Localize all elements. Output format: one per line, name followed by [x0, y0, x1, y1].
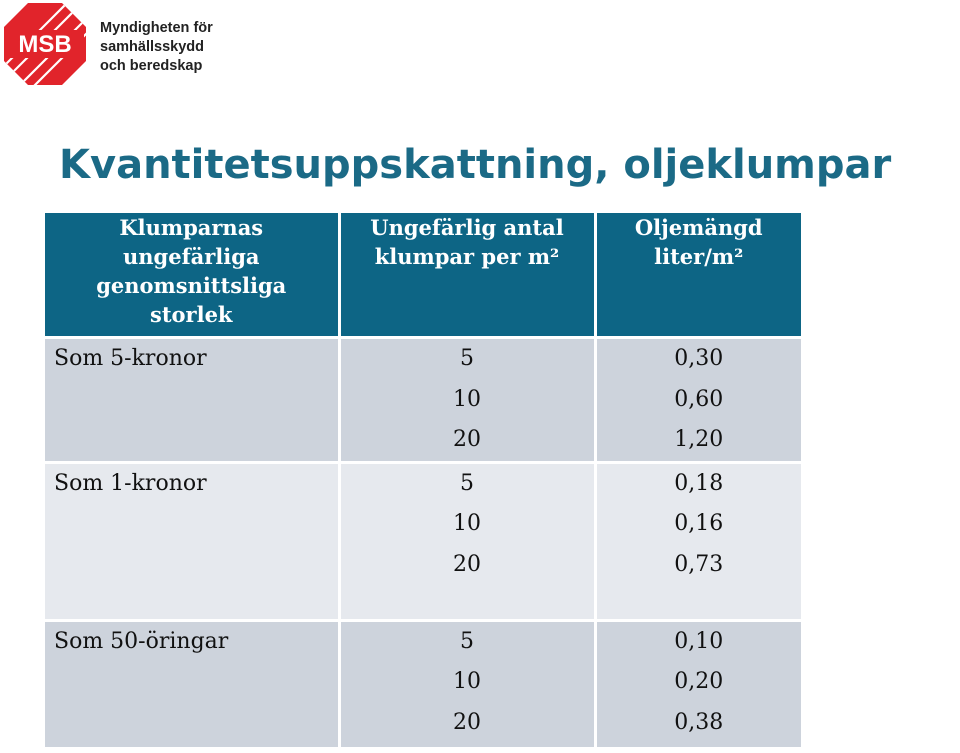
- count-value: 10: [453, 511, 481, 536]
- count-value: 5: [460, 346, 474, 371]
- amount-value: 0,20: [674, 669, 724, 694]
- header-size: [45, 213, 339, 338]
- table-row: [45, 338, 801, 463]
- msb-logo-letters: MSB: [18, 31, 72, 58]
- agency-name-line: Myndigheten för: [100, 20, 213, 36]
- amount-value: 0,18: [674, 470, 724, 496]
- amount-value: 0,73: [674, 551, 724, 577]
- row-label: Som 50-öringar: [45, 620, 339, 748]
- amount-cell: [595, 620, 801, 748]
- header-amount-line: liter/m²: [654, 244, 744, 269]
- count-value: 5: [460, 628, 474, 654]
- msb-logo-mark: [0, 0, 95, 95]
- agency-name-line: samhällsskydd: [100, 39, 204, 55]
- header-count-line: klumpar per m²: [374, 244, 560, 269]
- amount-cell: [595, 338, 801, 463]
- count-value: 20: [453, 709, 481, 735]
- msb-logo: [0, 0, 230, 95]
- amount-value: 0,10: [674, 628, 724, 654]
- header-size-line: ungefärliga: [122, 244, 260, 269]
- amount-value: 0,30: [674, 346, 724, 371]
- count-value: 20: [453, 551, 481, 577]
- header-amount: [595, 213, 801, 338]
- amount-value: 0,38: [674, 709, 724, 735]
- count-cell: [339, 338, 595, 463]
- header-size-line: storlek: [150, 302, 233, 327]
- count-value: 10: [453, 669, 481, 694]
- table-row: [45, 620, 801, 748]
- page-title: Kvantitetsuppskattning, oljeklumpar: [59, 142, 892, 188]
- amount-value: 0,60: [674, 386, 724, 412]
- count-value: 5: [460, 470, 474, 496]
- header-count: [339, 213, 595, 338]
- header-size-line: genomsnittsliga: [96, 273, 287, 298]
- header-amount-line: Oljemängd: [634, 215, 763, 240]
- agency-name-line: och beredskap: [100, 58, 203, 74]
- header-size-line: Klumparnas: [119, 215, 264, 240]
- amount-cell: [595, 462, 801, 620]
- header-count-line: Ungefärlig antal: [370, 215, 564, 240]
- count-value: 10: [453, 386, 481, 412]
- count-cell: [339, 462, 595, 620]
- estimate-table: [45, 213, 801, 750]
- count-value: 20: [453, 427, 481, 452]
- table-header-row: [45, 213, 801, 338]
- agency-name: [100, 19, 213, 76]
- row-label: Som 1-kronor: [45, 462, 339, 620]
- count-cell: [339, 620, 595, 748]
- row-label: Som 5-kronor: [45, 338, 339, 463]
- amount-value: 0,16: [674, 511, 724, 536]
- table-row: [45, 462, 801, 620]
- amount-value: 1,20: [674, 427, 724, 452]
